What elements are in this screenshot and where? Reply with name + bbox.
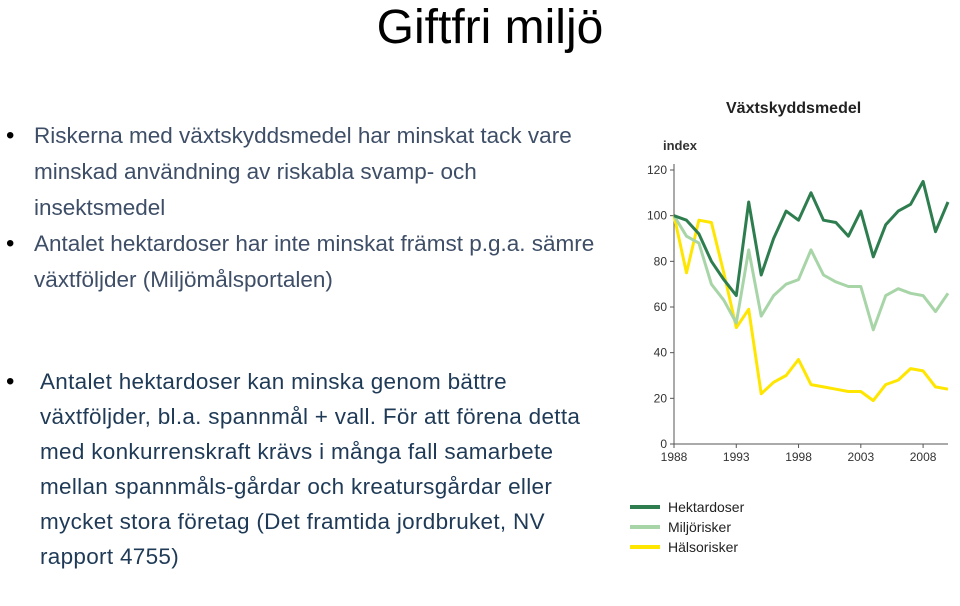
- x-tick-label: 1998: [785, 450, 812, 464]
- series-line-hälsorisker: [674, 216, 948, 401]
- y-tick-label: 40: [653, 345, 667, 360]
- x-tick-label: 2003: [847, 450, 875, 464]
- x-tick-label: 2008: [909, 450, 937, 464]
- y-axis-label: index: [663, 138, 697, 153]
- legend-swatch: [630, 545, 660, 549]
- chart-legend: [630, 497, 744, 557]
- y-tick-label: 120: [646, 163, 667, 177]
- slide-title: Giftfri miljö: [376, 1, 604, 54]
- legend-item: [630, 537, 744, 557]
- y-tick-label: 80: [653, 254, 667, 269]
- bullet-list-top: [0, 118, 600, 298]
- legend-label: Miljörisker: [668, 519, 731, 535]
- bullet-item: • Antalet hektardoser har inte minskat främst p.g.a. sämre växtföljder (Miljömålsportalen): [0, 226, 600, 298]
- bullet-item: • Riskerna med växtskyddsmedel har minskat tack vare minskad användning av riskabla svamp- och insektsmedel: [0, 118, 600, 226]
- legend-item: [630, 497, 744, 517]
- y-tick-label: 100: [646, 208, 667, 223]
- legend-item: [630, 517, 744, 537]
- legend-label: Hälsorisker: [668, 539, 739, 555]
- y-tick-label: 60: [653, 300, 667, 314]
- x-tick-label: 1993: [722, 450, 750, 464]
- legend-swatch: [630, 505, 660, 509]
- y-tick-label: 0: [660, 437, 667, 451]
- x-tick-label: 1988: [660, 450, 688, 464]
- legend-swatch: [630, 525, 660, 529]
- line-chart: [620, 150, 950, 480]
- bullet-item: • Antalet hektardoser kan minska genom bättre växtföljder, bl.a. spannmål + vall. För att förena detta med konkurrenskraft krävs i många fall samarbete mellan spannmåls-gårdar och kreatursgårdar eller mycket stora företag (Det framtida jordbruket, NV rapport 4755): [0, 364, 600, 574]
- chart-title: Växtskyddsmedel: [726, 100, 862, 117]
- bullet-list-bottom: [0, 364, 600, 574]
- y-tick-label: 20: [653, 391, 667, 406]
- legend-label: Hektardoser: [668, 499, 745, 515]
